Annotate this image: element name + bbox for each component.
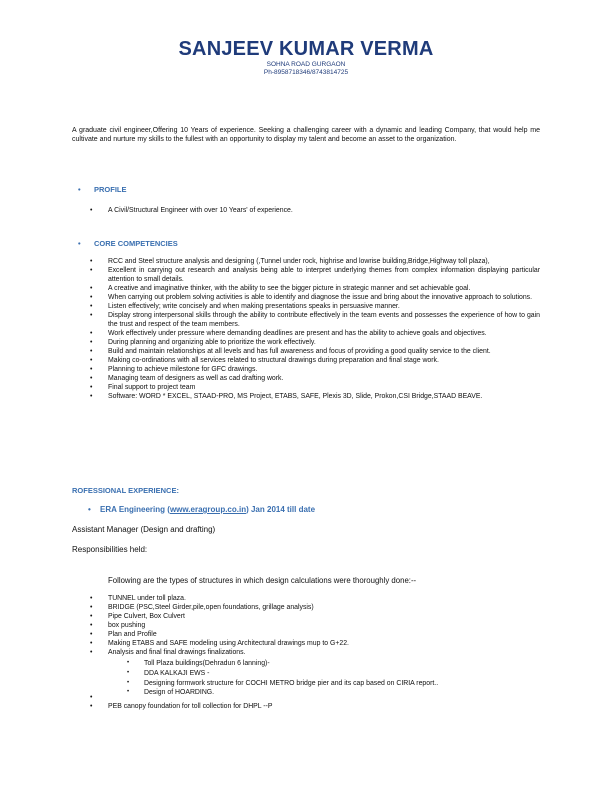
list-item: • RCC and Steel structure analysis and designing (,Tunnel under rock, highrise and lowrise building,Bridge,Highway toll plaza), bbox=[90, 258, 490, 265]
objective-paragraph: A graduate civil engineer,Offering 10 Years of experience. Seeking a challenging career with a dynamic and leading Company, that would help me cultivate and nurture my skills to the fullest with an opportunity to display my talent and become an asset to the organization. bbox=[72, 127, 540, 143]
list-item: • Software: WORD * EXCEL, STAAD-PRO, MS Project, ETABS, SAFE, Plexis 3D, Slide, Prokon,CSI Bridge,STAAD BEAVE. bbox=[90, 393, 483, 400]
list-item: • Pipe Culvert, Box Culvert bbox=[90, 613, 185, 620]
list-item: • PEB canopy foundation for toll collection for DHPL --P bbox=[90, 703, 273, 710]
bullet-icon: • bbox=[90, 330, 93, 337]
experience-heading: ROFESSIONAL EXPERIENCE: bbox=[72, 486, 179, 495]
candidate-name: SANJEEV KUMAR VERMA bbox=[178, 38, 434, 60]
bullet-icon: • bbox=[127, 660, 130, 666]
bullet-icon: • bbox=[90, 393, 93, 400]
bullet-icon: • bbox=[127, 689, 130, 696]
list-item: • Excellent in carrying out research and analysis being able to interpret underlying themes from complex information displaying particular attention to small details. bbox=[90, 267, 540, 283]
address-line: SOHNA ROAD GURGAON bbox=[266, 61, 346, 68]
list-item: • TUNNEL under toll plaza. bbox=[90, 595, 186, 602]
structures-intro: Following are the types of structures in which design calculations were thoroughly done:-- bbox=[108, 576, 417, 585]
list-item bbox=[90, 693, 490, 702]
bullet-icon: • bbox=[90, 285, 93, 292]
list-item: • Work effectively under pressure where demanding deadlines are present and has the ability to achieve goals and objectives. bbox=[90, 330, 487, 337]
additional-structures-list bbox=[90, 693, 490, 711]
list-item: • When carrying out problem solving activities is able to identify and diagnose the issue and bring about the innovative approach to solutions. bbox=[90, 294, 533, 301]
list-item: • Plan and Profile bbox=[90, 631, 157, 638]
company-website-link[interactable]: www.eragroup.co.in bbox=[169, 505, 247, 514]
list-item: • Making ETABS and SAFE modeling using Architectural drawings mup to G+22. bbox=[90, 640, 349, 647]
list-item: • Managing team of designers as well as cad drafting work. bbox=[90, 375, 284, 382]
list-item: • Build and maintain relationships at all levels and has full awareness and focus of providing a good quality service to the client. bbox=[90, 348, 491, 355]
list-item: • Designing formwork structure for COCHI METRO bridge pier and its cap based on CIRIA report.. bbox=[127, 679, 439, 687]
bullet-icon: • bbox=[90, 339, 93, 346]
profile-heading: • PROFILE bbox=[78, 185, 127, 194]
phone-line: Ph-8958718346/8743814725 bbox=[263, 69, 349, 76]
structures-list bbox=[90, 594, 510, 657]
bullet-icon: • bbox=[90, 294, 93, 301]
list-item: • Toll Plaza buildings(Dehradun 6 lanning)- bbox=[127, 660, 270, 667]
list-item: • DDA KALKAJI EWS - bbox=[127, 669, 210, 677]
bullet-icon: • bbox=[127, 669, 130, 676]
bullet-icon: • bbox=[90, 312, 93, 319]
competencies-list bbox=[90, 257, 540, 401]
list-item: • BRIDGE (PSC,Steel Girder,pile,open foundations, grillage analysis) bbox=[90, 604, 314, 611]
bullet-icon: • bbox=[78, 185, 81, 194]
bullet-icon: • bbox=[88, 505, 91, 514]
bullet-icon: • bbox=[90, 649, 93, 656]
list-item: • Design of HOARDING. bbox=[127, 689, 215, 697]
list-item: • Listen effectively; write concisely and when making presentations speaks in persuasive manner. bbox=[90, 303, 400, 310]
responsibilities-label: Responsibilities held: bbox=[72, 545, 148, 554]
bullet-icon: • bbox=[90, 631, 93, 638]
bullet-icon: • bbox=[127, 679, 130, 686]
bullet-icon: • bbox=[90, 595, 93, 602]
bullet-icon: • bbox=[90, 357, 93, 364]
job-role: Assistant Manager (Design and drafting) bbox=[72, 525, 216, 534]
list-item: • Planning to achieve milestone for GFC drawings. bbox=[90, 366, 258, 373]
bullet-icon: • bbox=[90, 303, 93, 310]
list-item: • A creative and imaginative thinker, with the ability to see the bigger picture in strategic manner and set achievable goal. bbox=[90, 285, 471, 292]
list-item: • Making co-ordinations with all services related to structural drawings during preparation and final stage work. bbox=[90, 357, 439, 364]
bullet-icon: • bbox=[90, 207, 93, 214]
bullet-icon: • bbox=[90, 375, 93, 382]
list-item: • Analysis and final final drawings finalizations. bbox=[90, 649, 246, 656]
company-line: • ERA Engineering (www.eragroup.co.in) Jan 2014 till date bbox=[88, 505, 316, 514]
list-item: • A Civil/Structural Engineer with over 10 Years' of experience. bbox=[90, 207, 293, 214]
bullet-icon: • bbox=[90, 613, 93, 620]
list-item: • Display strong interpersonal skills through the ability to contribute effectively in the team events and possesses the experience of how to gain the trust and respect of the team members. bbox=[90, 312, 540, 328]
bullet-icon: • bbox=[90, 640, 93, 647]
bullet-icon: • bbox=[90, 258, 93, 265]
bullet-icon: • bbox=[90, 703, 93, 710]
bullet-icon: • bbox=[90, 622, 93, 629]
bullet-icon: • bbox=[90, 694, 93, 701]
list-item: • box pushing bbox=[90, 622, 146, 629]
bullet-icon: • bbox=[90, 604, 93, 611]
bullet-icon: • bbox=[90, 267, 93, 274]
competencies-heading: • CORE COMPETENCIES bbox=[78, 239, 178, 248]
bullet-icon: • bbox=[90, 366, 93, 373]
profile-list bbox=[90, 206, 540, 215]
bullet-icon: • bbox=[90, 384, 93, 391]
bullet-icon: • bbox=[90, 348, 93, 355]
bullet-icon: • bbox=[78, 239, 81, 248]
list-item: • During planning and organizing able to prioritize the work effectively. bbox=[90, 339, 316, 346]
list-item: • Final support to project team bbox=[90, 384, 196, 391]
